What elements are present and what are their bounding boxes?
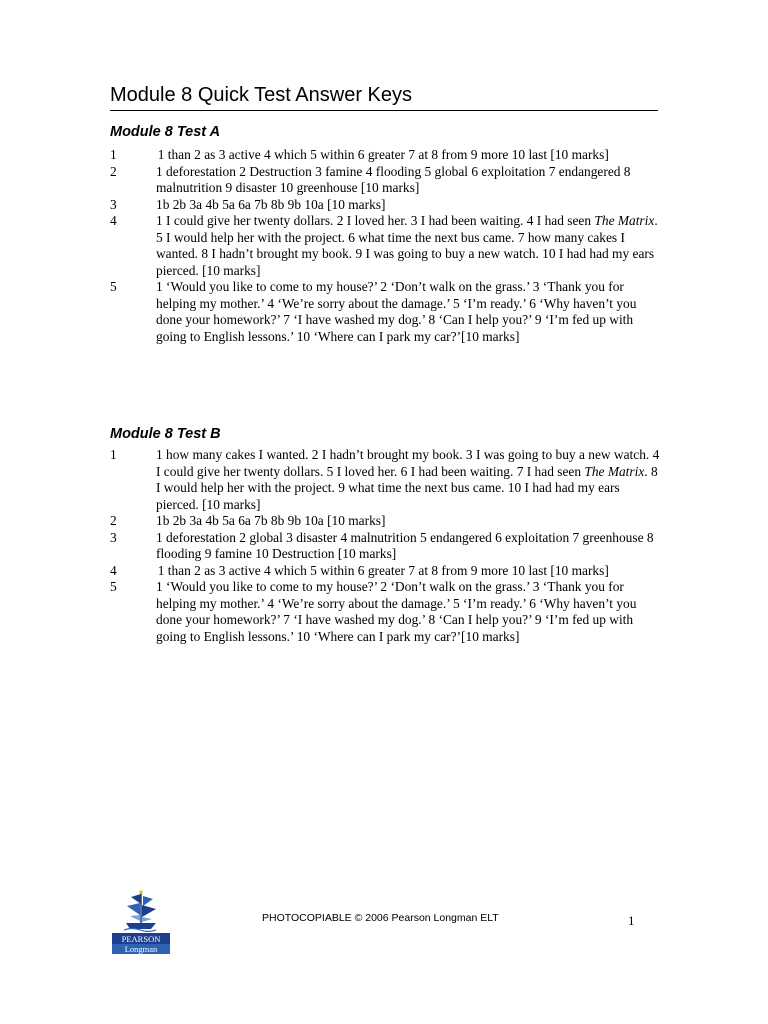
pearson-longman-logo (112, 888, 170, 954)
list-item (110, 164, 660, 197)
test-b-answers (110, 447, 660, 645)
item-number: 4 (110, 562, 117, 578)
item-number: 4 (110, 213, 117, 228)
item-number: 5 (110, 279, 117, 294)
item-number: 1 (110, 147, 117, 162)
list-item (110, 197, 660, 214)
test-a-answers (110, 147, 660, 345)
list-item (110, 213, 660, 279)
item-text: 1 ‘Would you like to come to my house?’ 2 ‘Don’t walk on the grass.’ 3 ‘Thank you for helping my mother.’ 4 ‘We’re sorry about the damage.’ 5 ‘I’m ready.’ 6 ‘Why haven’t you done your homework?’ 7 ‘I have washed my dog.’ 8 ‘Can I help you?’ 9 ‘I’m fed up with going to English lessons.’ 10 ‘Where can I park my car?’[10 marks] (156, 579, 637, 644)
list-item (110, 447, 660, 513)
item-text: 1b 2b 3a 4b 5a 6a 7b 8b 9b 10a [10 marks] (156, 513, 386, 528)
page-number: 1 (628, 913, 635, 928)
item-text: 1 how many cakes I wanted. 2 I hadn’t brought my book. 3 I was going to buy a new watch. 4 I could give her twenty dollars. 5 I loved her. 6 I had been waiting. 7 I had seen The Matrix. 8 I would help her with the project. 9 what time the next bus came. 10 I had had my ears pierced. [10 marks] (156, 447, 660, 512)
svg-text:PEARSON: PEARSON (121, 934, 161, 944)
list-item (110, 513, 660, 530)
item-number: 1 (110, 447, 117, 462)
test-b-heading: Module 8 Test B (110, 426, 221, 442)
film-title: The Matrix (584, 463, 645, 479)
copyright-notice: PHOTOCOPIABLE © 2006 Pearson Longman ELT (262, 912, 499, 924)
item-text: 1 I could give her twenty dollars. 2 I loved her. 3 I had been waiting. 4 I had seen The Matrix. 5 I would help her with the project. 6 what time the next bus came. 7 how many cakes I wanted. 8 I hadn’t brought my book. 9 I was going to buy a new watch. 10 I had had my ears pierced. [10 marks] (156, 213, 658, 278)
item-text: 1 deforestation 2 global 3 disaster 4 malnutrition 5 endangered 6 exploitation 7 greenhouse 8 flooding 9 famine 10 Destruction [10 marks] (156, 529, 654, 561)
item-text: 1 deforestation 2 Destruction 3 famine 4 flooding 5 global 6 exploitation 7 endangered 8 malnutrition 9 disaster 10 greenhouse [10 marks] (156, 163, 631, 195)
item-number: 3 (110, 196, 117, 212)
page-title: Module 8 Quick Test Answer Keys (110, 84, 658, 111)
list-item (110, 147, 660, 164)
item-number: 2 (110, 513, 117, 528)
item-text: 1 than 2 as 3 active 4 which 5 within 6 greater 7 at 8 from 9 more 10 last [10 marks] (157, 562, 609, 578)
film-title: The Matrix (594, 213, 655, 228)
list-item (110, 579, 660, 645)
item-number: 5 (110, 579, 117, 594)
ship-logo-icon (112, 888, 170, 954)
list-item (110, 563, 660, 580)
list-item (110, 279, 660, 345)
test-a-heading: Module 8 Test A (110, 124, 221, 140)
svg-text:Longman: Longman (124, 944, 158, 954)
item-text: 1 than 2 as 3 active 4 which 5 within 6 greater 7 at 8 from 9 more 10 last [10 marks] (157, 147, 609, 162)
item-text: 1 ‘Would you like to come to my house?’ 2 ‘Don’t walk on the grass.’ 3 ‘Thank you for helping my mother.’ 4 ‘We’re sorry about the damage.’ 5 ‘I’m ready.’ 6 ‘Why haven’t you done your homework?’ 7 ‘I have washed my dog.’ 8 ‘Can I help you?’ 9 ‘I’m fed up with going to English lessons.’ 10 ‘Where can I park my car?’[10 marks] (156, 279, 637, 344)
item-number: 3 (110, 529, 117, 545)
item-number: 2 (110, 163, 117, 179)
item-text: 1b 2b 3a 4b 5a 6a 7b 8b 9b 10a [10 marks] (156, 196, 386, 212)
list-item (110, 530, 660, 563)
